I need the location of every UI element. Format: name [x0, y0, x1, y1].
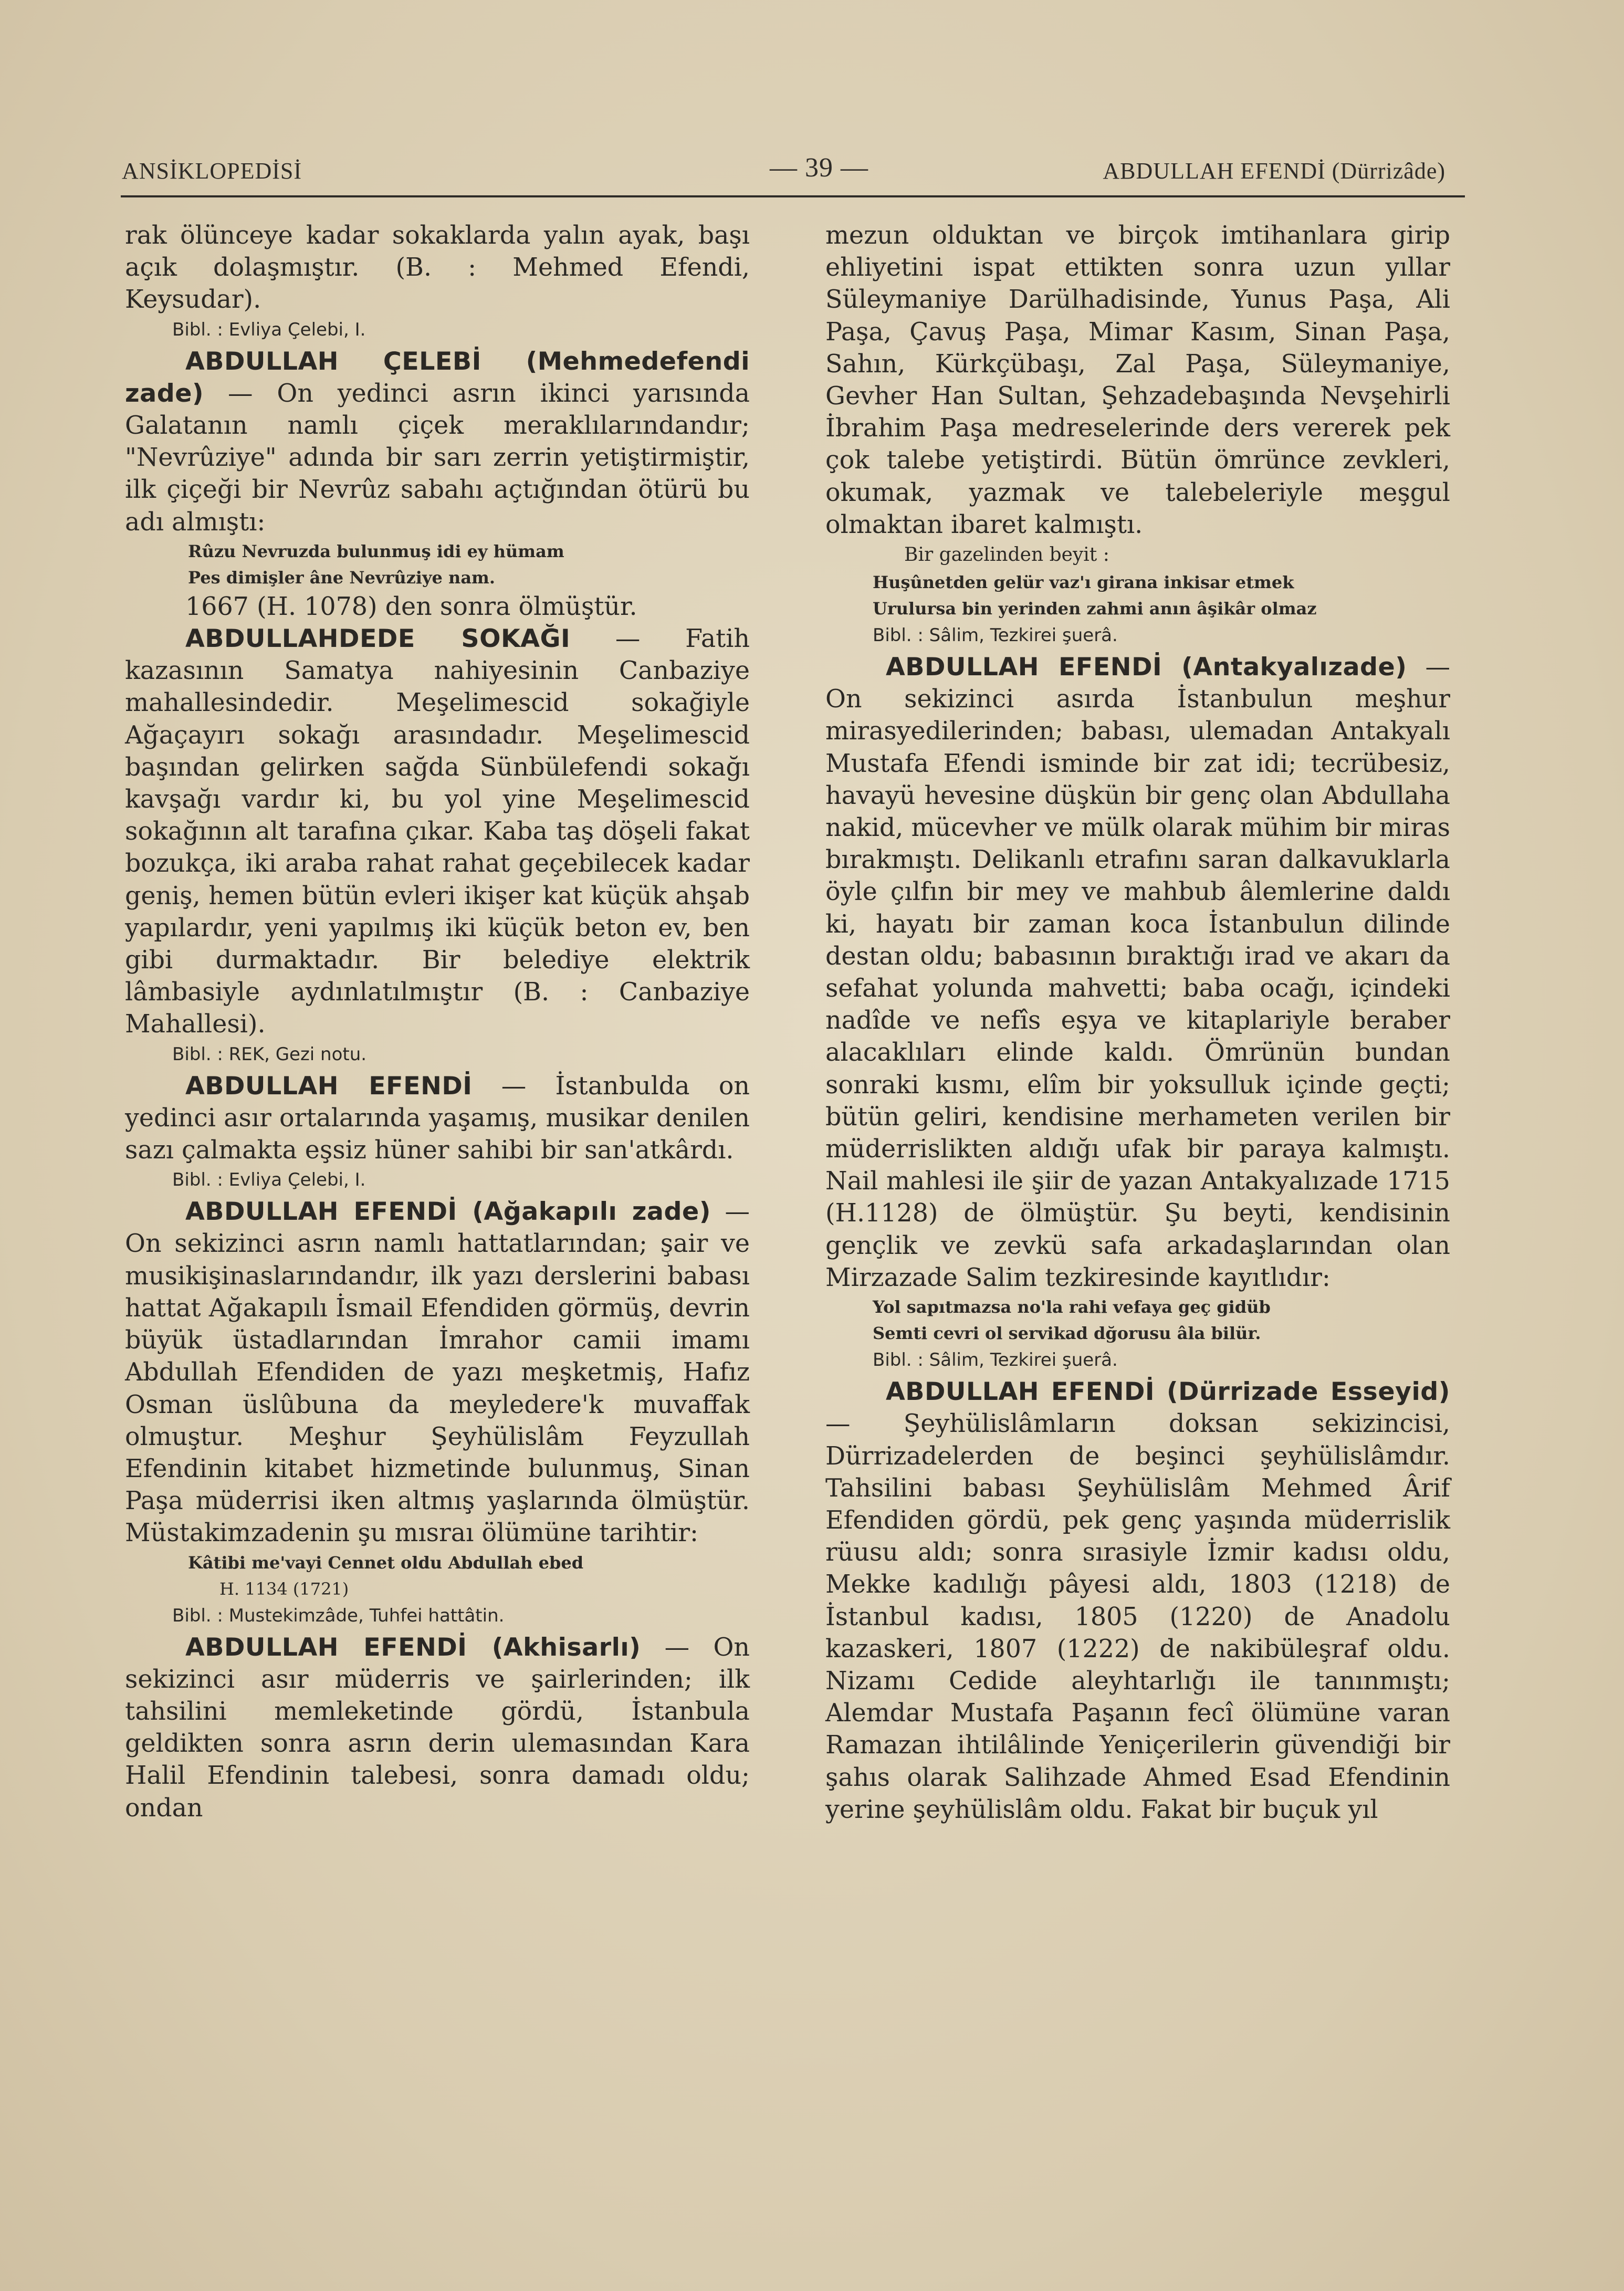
verse-line: Semti cevri ol servikad dğorusu âla bilür.: [873, 1323, 1261, 1344]
entry-body: — On sekizinci asrın namlı hattatlarından; şair ve musikişinaslarındandır, ilk yazı derslerini babası hattat Ağakapılı İsmail Efendiden görmüş, devrin büyük üstadlarından İmrahor camii imamı Abdullah Efendiden de yazı meşketmiş, Hafız Osman üslûbuna da meyledere'k muvaffak olmuştur. Meşhur Şeyhülislâm Feyzullah Efendinin kitabet hizmetinde bulunmuş, Sinan Paşa müderrisi iken altmış yaşlarında ölmüştür. Müstakimzadenin şu mısraı ölümüne tarihtir:: [125, 1197, 750, 1548]
verse-line: Kâtibi me'vayi Cennet oldu Abdullah ebed: [188, 1552, 584, 1573]
entry-qualifier: (Mehmedefendi zade): [125, 347, 750, 408]
encyclopedia-entry: [125, 1070, 750, 1167]
entry-body: — Şeyhülislâmların doksan sekizincisi, Dürrizadelerden de beşinci şeyhülislâmdır. Tahsilini babası Şeyhülislâm Mehmed Ârif Efendiden gördü, pek genç yaşında müderrislik rüusu aldı; sonra sırasiyle İzmir kadısı oldu, Mekke kadılığı pâyesi aldı, 1803 (1218) de İstanbul kadısı, 1805 (1220) de Anadolu kazaskeri, 1807 (1222) de nakibüleşraf oldu. Nizamı Cedide aleyhtarlığı ile tanınmıştı; Alemdar Mustafa Paşanın fecî ölümüne varan Ramazan ihtilâlinde Yeniçerilerin güvendiği bir şahıs olarak Salihzade Ahmed Esad Efendinin yerine şeyhülislâm oldu. Fakat bir buçuk yıl: [825, 1409, 1450, 1824]
entry-body: — On sekizinci asırda İstanbulun meşhur mirasyedilerinden; babası, ulemadan Antakyalı Mustafa Efendi isminde bir zat idi; tecrübesiz, havayü hevesine düşkün bir genç olan Abdullaha nakid, mücevher ve mülk olarak mühim bir miras bırakmıştı. Delikanlı etrafını saran dalkavuklarla öyle çılfın bir mey ve mahbub âlemlerine daldı ki, hayatı bir zaman koca İstanbulun dilinde destan oldu; babasının bıraktığı irad ve akarı da sefahat yolunda mahvetti; baba ocağı, içindeki nadîde ve nefîs eşya ve kitaplariyle beraber alacaklıları elinde kaldı. Ömrünün bundan sonraki kısmı, elîm bir yoksulluk içinde geçti; bütün geliri, kendisine merhameten verilen bir müderrislikten aldığı ufak bir paraya kalmıştı. Nail mahlesi ile şiir de yazan Antakyalızade 1715 (H.1128) de ölmüştür. Şu beyti, kendisinin gençlik ve zevkü safa arkadaşlarından olan Mirzazade Salim tezkiresinde kayıtlıdır:: [825, 653, 1450, 1292]
entry-qualifier: (Antakyalızade): [1162, 653, 1407, 682]
bibliography-note: Bibl. : Mustekimzâde, Tuhfei hattâtin.: [172, 1605, 505, 1626]
right-column: [825, 219, 1450, 1826]
verse-intro: Bir gazelinden beyit :: [904, 544, 1109, 566]
entry-headword: ABDULLAH EFENDİ: [886, 653, 1162, 682]
encyclopedia-entry: [125, 346, 750, 538]
encyclopedia-entry: [825, 1376, 1450, 1826]
entry-headword: ABDULLAH EFENDİ: [185, 1633, 467, 1662]
bibliography-note: Bibl. : Sâlim, Tezkirei şuerâ.: [873, 625, 1118, 646]
paragraph: rak ölünceye kadar sokaklarda yalın ayak, başı açık dolaşmıştır. (B. : Mehmed Efendi, Keysudar).: [125, 221, 750, 315]
entry-headword: ABDULLAH EFENDİ: [886, 1377, 1155, 1407]
verse-date: H. 1134 (1721): [219, 1578, 349, 1599]
left-column: [125, 219, 750, 1824]
encyclopedia-entry: [125, 1631, 750, 1824]
entry-body: — Fatih kazasının Samatya nahiyesinin Canbaziye mahallesindedir. Meşelimescid sokağiyle Ağaçayırı sokağı arasındadır. Meşelimescid başından gelirken sağda Sünbülefendi sokağı kavşağı vardır ki, bu yol yine Meşelimescid sokağının alt tarafına çıkar. Kaba taş döşeli fakat bozukça, iki araba rahat rahat geçebilecek kadar geniş, hemen bütün evleri ikişer kat küçük ahşab yapılardır, yeni yapılmış iki küçük beton ev, ben gibi durmaktadır. Bir belediye elektrik lâmbasiyle aydınlatılmıştır (B. : Canbaziye Mahallesi).: [125, 624, 750, 1039]
entry-body: — On sekizinci asır müderris ve şairlerinden; ilk tahsilini memleketinde gördü, İstanbula geldikten sonra asrın derin ulemasından Kara Halil Efendinin talebesi, sonra damadı oldu; ondan: [125, 1633, 750, 1823]
verse-line: Pes dimişler âne Nevrûziye nam.: [188, 567, 496, 588]
entry-body: — İstanbulda on yedinci asır ortalarında yaşamış, musikar denilen sazı çalmakta eşsiz hüner sahibi bir san'atkârdı.: [125, 1071, 750, 1165]
bibliography-note: Bibl. : Evliya Çelebi, I.: [172, 1169, 366, 1191]
entry-body: — On yedinci asrın ikinci yarısında Galatanın namlı çiçek meraklılarındandır; "Nevrûziye" adında bir sarı zerrin yetiştirmiştir, ilk çiçeği bir Nevrûz sabahı açtığından ötürü bu adı almıştı:: [125, 379, 750, 537]
paragraph: 1667 (H. 1078) den sonra ölmüştür.: [185, 592, 637, 621]
running-header-right: ABDULLAH EFENDİ (Dürrizâde): [1103, 158, 1445, 184]
verse-line: Rûzu Nevruzda bulunmuş idi ey hümam: [188, 541, 564, 561]
page-number: — 39 —: [770, 153, 868, 183]
entry-qualifier: (Dürrizade Esseyid): [1155, 1377, 1451, 1407]
entry-headword: ABDULLAH ÇELEBİ: [185, 347, 481, 376]
encyclopedia-entry: [125, 623, 750, 1041]
bibliography-note: Bibl. : Sâlim, Tezkirei şuerâ.: [873, 1350, 1118, 1371]
paragraph: mezun olduktan ve birçok imtihanlara girip ehliyetini ispat ettikten sonra uzun yıllar Süleymaniye Darülhadisinde, Yunus Paşa, Ali Paşa, Çavuş Paşa, Mimar Kasım, Sinan Paşa, Sahın, Kürkçübaşı, Zal Paşa, Süleymaniye, Gevher Han Sultan, Şehzadebaşında Nevşehirli İbrahim Paşa medreselerinde ders vererek pek çok talebe yetiştirdi. Bütün ömrünce zevkleri, okumak, yazmak ve talebeleriyle meşgul olmaktan ibaret kalmıştı.: [825, 221, 1450, 539]
header-rule: [121, 195, 1465, 197]
entry-qualifier: (Akhisarlı): [467, 1633, 641, 1662]
verse-line: Urulursa bin yerinden zahmi anın âşikâr olmaz: [873, 599, 1317, 619]
verse-line: Yol sapıtmazsa no'la rahi vefaya geç gidüb: [873, 1297, 1271, 1317]
encyclopedia-entry: [825, 651, 1450, 1294]
encyclopedia-entry: [125, 1196, 750, 1549]
entry-headword: ABDULLAH EFENDİ: [185, 1197, 457, 1227]
bibliography-note: Bibl. : Evliya Çelebi, I.: [172, 319, 366, 340]
verse-line: Huşûnetden gelür vaz'ı girana inkisar etmek: [873, 572, 1294, 593]
entry-qualifier: (Ağakapılı zade): [457, 1197, 711, 1227]
running-header-left: ANSİKLOPEDİSİ: [122, 158, 302, 184]
bibliography-note: Bibl. : REK, Gezi notu.: [172, 1043, 367, 1065]
entry-headword: ABDULLAHDEDE SOKAĞI: [185, 624, 571, 654]
entry-headword: ABDULLAH EFENDİ: [185, 1071, 473, 1101]
